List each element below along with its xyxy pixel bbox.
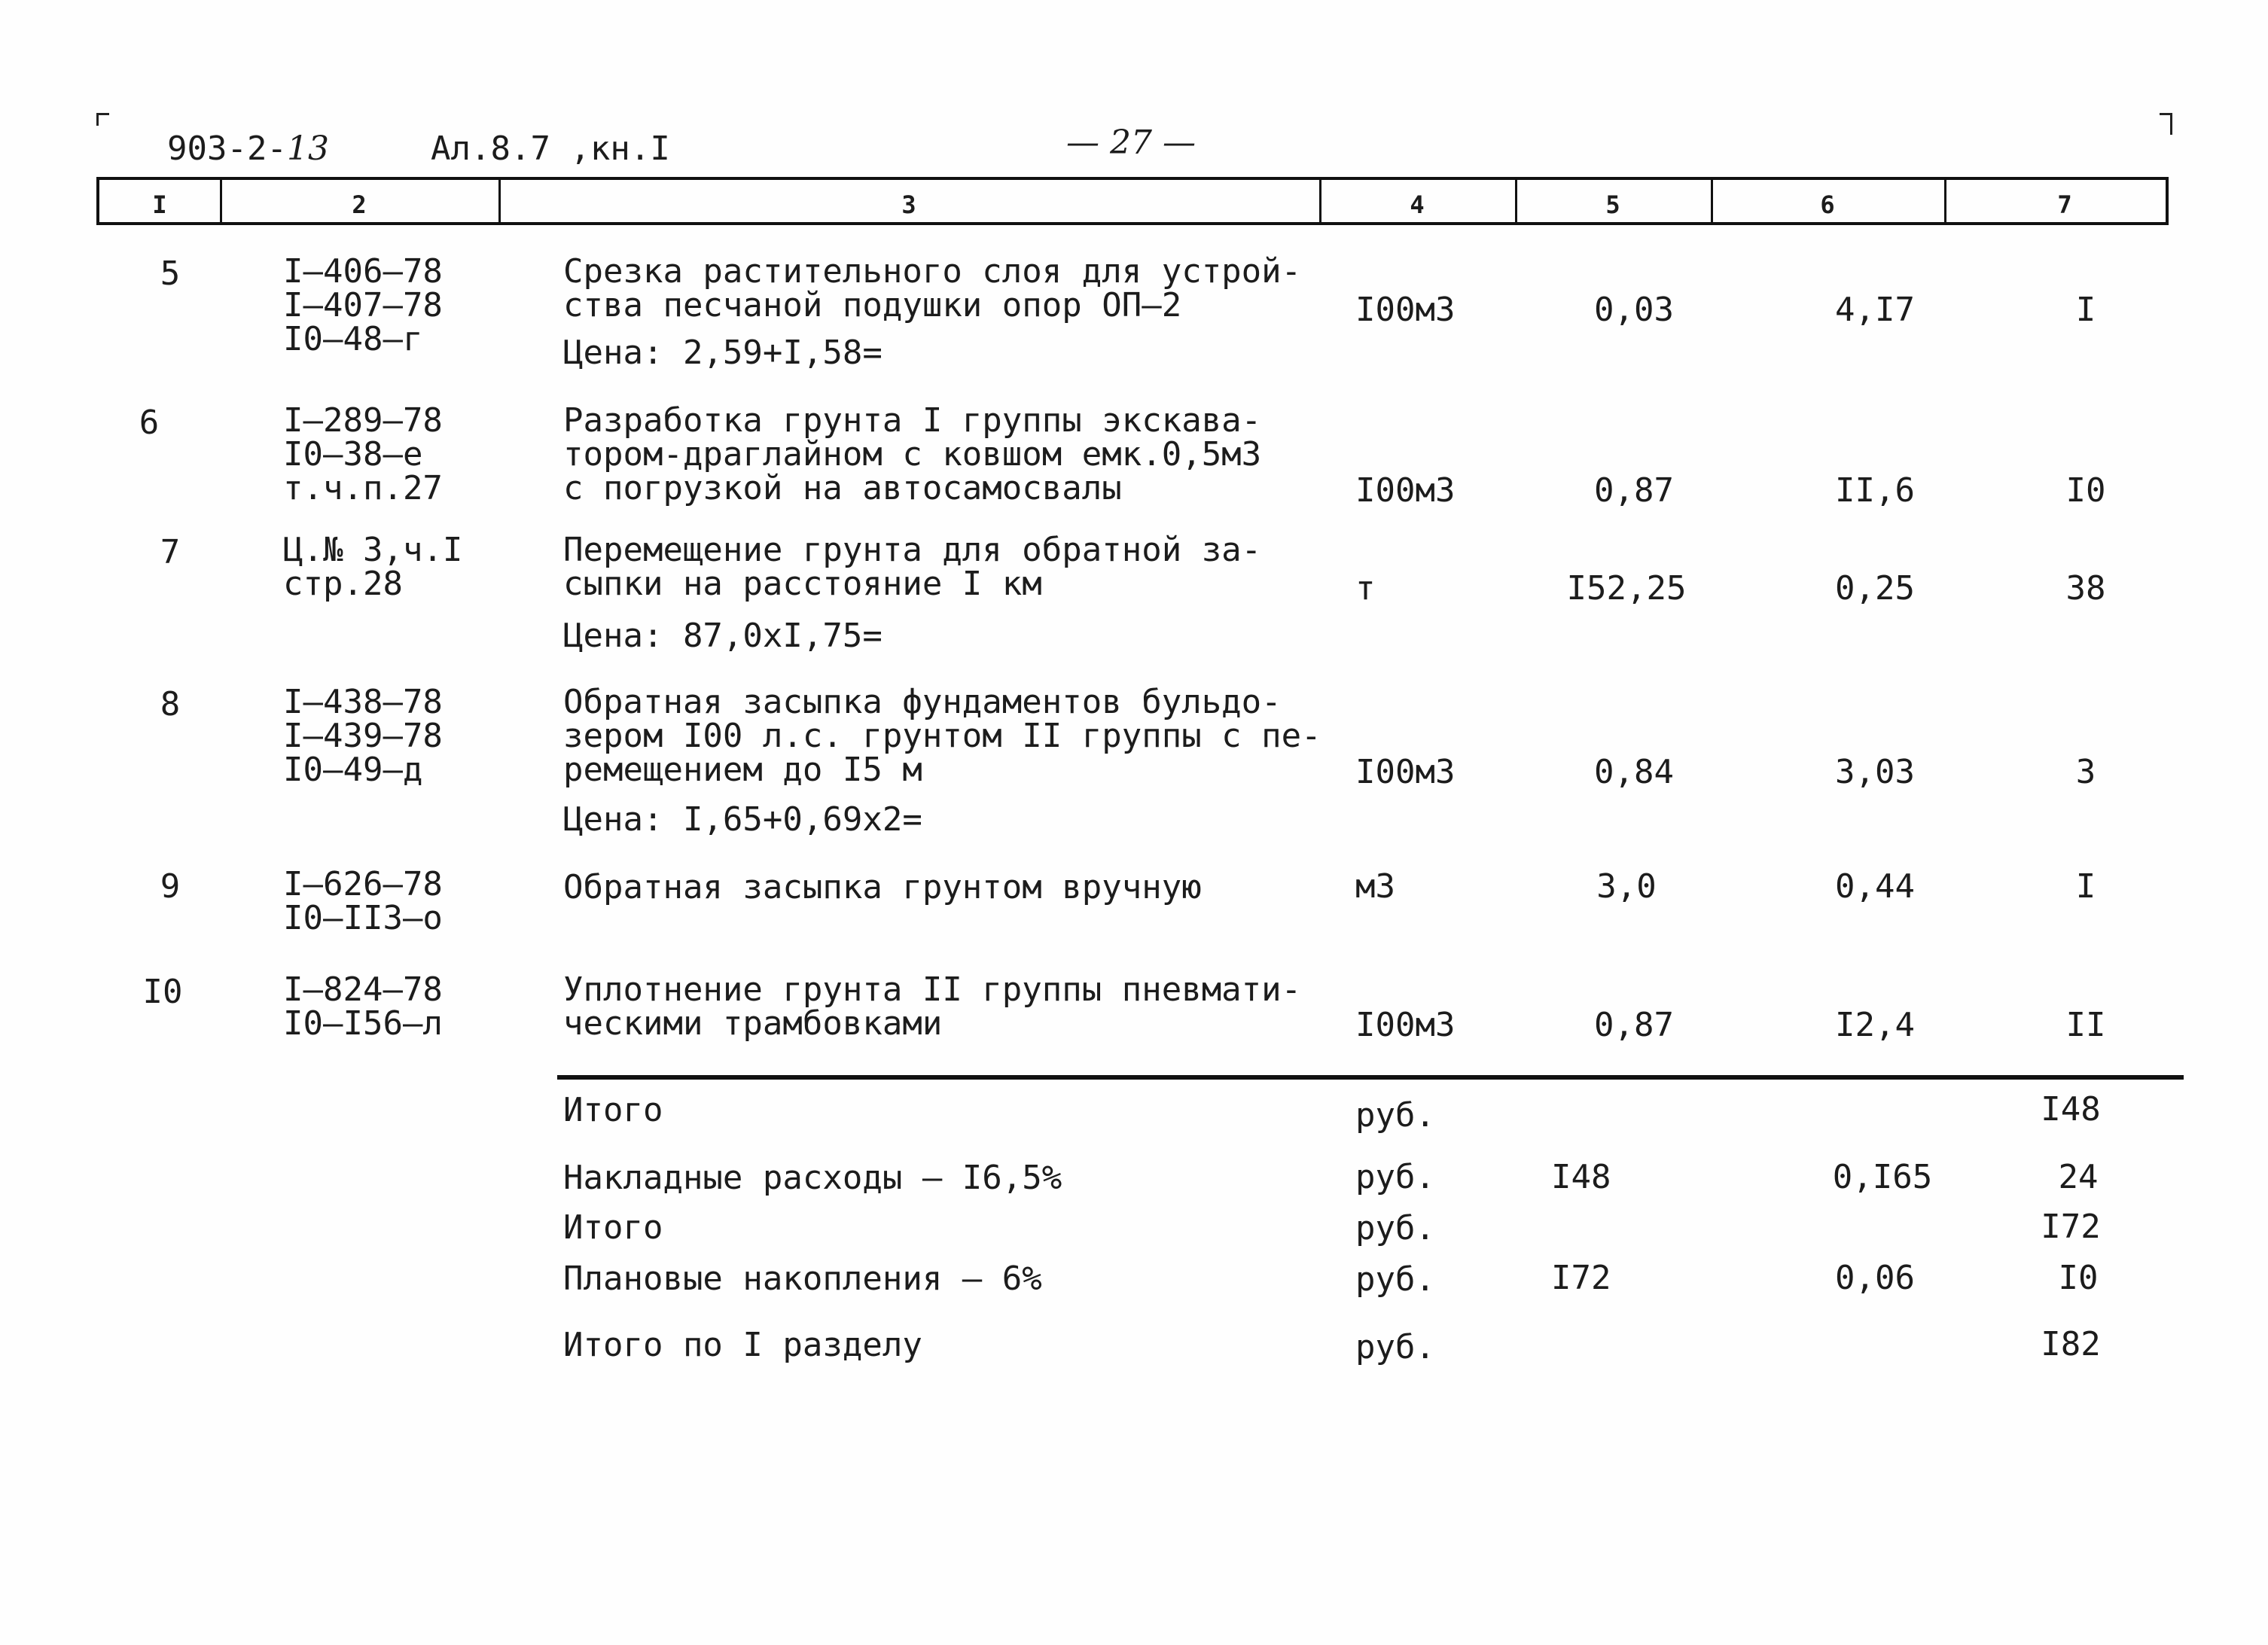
summary-rate: 0,06 [1835,1259,1915,1297]
summary-unit: руб. [1355,1158,1435,1196]
row-ref: I–289–78 [283,401,443,440]
page-number: — 27 — [1066,123,1196,162]
summary-total: I48 [2041,1090,2101,1129]
row-unit: I00м3 [1355,291,1456,329]
column-header: 7 [2057,190,2072,219]
row-rate: I2,4 [1835,1006,1915,1044]
row-total: I [2075,867,2096,906]
summary-label: Итого [563,1208,663,1247]
row-total: 3 [2075,753,2096,791]
column-divider [498,180,501,222]
row-number: I0 [142,973,183,1011]
doc-code-printed: 903-2- [167,129,287,168]
column-header: 3 [901,190,916,219]
summary-base: I48 [1551,1158,1611,1196]
row-price: Цена: 87,0xI,75= [563,617,883,655]
row-ref: Ц.№ 3,ч.I [283,531,463,569]
row-unit: м3 [1355,867,1395,906]
column-divider [1711,180,1713,222]
row-rate: 0,44 [1835,867,1915,906]
row-price: Цена: 2,59+I,58= [563,334,883,372]
summary-unit: руб. [1355,1328,1435,1366]
row-description: ремещением до I5 м [563,751,922,789]
doc-code-handwritten: 13 [286,129,329,168]
crop-mark-top-right [2160,113,2172,135]
row-qty: 3,0 [1596,867,1657,906]
row-unit: I00м3 [1355,1006,1456,1044]
row-price: Цена: I,65+0,69x2= [563,800,922,839]
summary-label: Плановые накопления – 6% [563,1260,1042,1298]
summary-unit: руб. [1355,1209,1435,1247]
row-qty: 0,84 [1594,753,1674,791]
summary-total: I72 [2041,1208,2101,1246]
row-description: Обратная засыпка грунтом вручную [563,868,1202,906]
row-rate: 0,25 [1835,569,1915,608]
summary-total: 24 [2058,1158,2099,1196]
column-header: 6 [1820,190,1835,219]
row-ref: стр.28 [283,565,403,603]
row-total: II [2065,1006,2106,1044]
row-qty: 0,87 [1594,1006,1674,1044]
summary-total: I0 [2058,1259,2099,1297]
row-ref: I0–I56–л [283,1004,443,1043]
row-unit: I00м3 [1355,753,1456,791]
column-divider [220,180,222,222]
summary-label: Итого [563,1091,663,1129]
column-divider [1944,180,1946,222]
column-header-row [96,177,2169,225]
row-total: 38 [2065,569,2106,608]
row-ref: I–406–78 [283,252,443,291]
row-number: 5 [160,254,181,293]
row-description: Уплотнение грунта II группы пневмати- [563,970,1302,1009]
row-description: Перемещение грунта для обратной за- [563,531,1262,569]
row-total: I [2075,291,2096,329]
row-qty: 0,03 [1594,291,1674,329]
row-description: зером I00 л.с. грунтом II группы с пе- [563,717,1321,755]
row-rate: II,6 [1835,471,1915,510]
row-ref: I0–38–е [283,435,423,474]
totals-separator-line [557,1075,2184,1080]
row-description: Срезка растительного слоя для устрой- [563,252,1302,291]
summary-unit: руб. [1355,1096,1435,1135]
summary-base: I72 [1551,1259,1611,1297]
row-ref: I0–49–д [283,751,423,789]
row-description: с погрузкой на автосамосвалы [563,469,1122,507]
summary-rate: 0,I65 [1832,1158,1933,1196]
row-total: I0 [2065,471,2106,510]
column-divider [1319,180,1321,222]
row-qty: 0,87 [1594,471,1674,510]
row-description: ческими трамбовками [563,1004,943,1043]
row-number: 9 [160,867,181,906]
summary-total: I82 [2041,1325,2101,1363]
row-unit: I00м3 [1355,471,1456,510]
album-ref: Ал.8.7 ,кн.I [431,129,670,168]
row-number: 7 [160,533,181,571]
row-ref: I0–II3–о [283,899,443,937]
column-divider [1515,180,1517,222]
column-header: 4 [1410,190,1425,219]
row-rate: 3,03 [1835,753,1915,791]
column-header: 5 [1605,190,1620,219]
row-ref: I–438–78 [283,683,443,721]
row-ref: I0–48–г [283,320,423,358]
summary-unit: руб. [1355,1260,1435,1299]
crop-mark-top-left [96,113,109,126]
row-qty: I52,25 [1566,569,1687,608]
row-number: 8 [160,685,181,723]
row-rate: 4,I7 [1835,291,1915,329]
row-description: Обратная засыпка фундаментов бульдо- [563,683,1282,721]
summary-label: Накладные расходы – I6,5% [563,1159,1062,1197]
row-ref: I–626–78 [283,865,443,903]
doc-code [167,129,329,168]
row-unit: т [1355,569,1376,608]
row-ref: I–439–78 [283,717,443,755]
row-description: тором-драглайном с ковшом емк.0,5м3 [563,435,1262,474]
row-number: 6 [139,404,160,442]
row-ref: I–824–78 [283,970,443,1009]
summary-label: Итого по I разделу [563,1326,922,1364]
column-header: 2 [352,190,367,219]
row-ref: т.ч.п.27 [283,469,443,507]
row-description: Разработка грунта I группы экскава- [563,401,1262,440]
row-ref: I–407–78 [283,286,443,324]
column-header: I [152,190,167,219]
row-description: сыпки на расстояние I км [563,565,1042,603]
row-description: ства песчаной подушки опор ОП–2 [563,286,1182,324]
